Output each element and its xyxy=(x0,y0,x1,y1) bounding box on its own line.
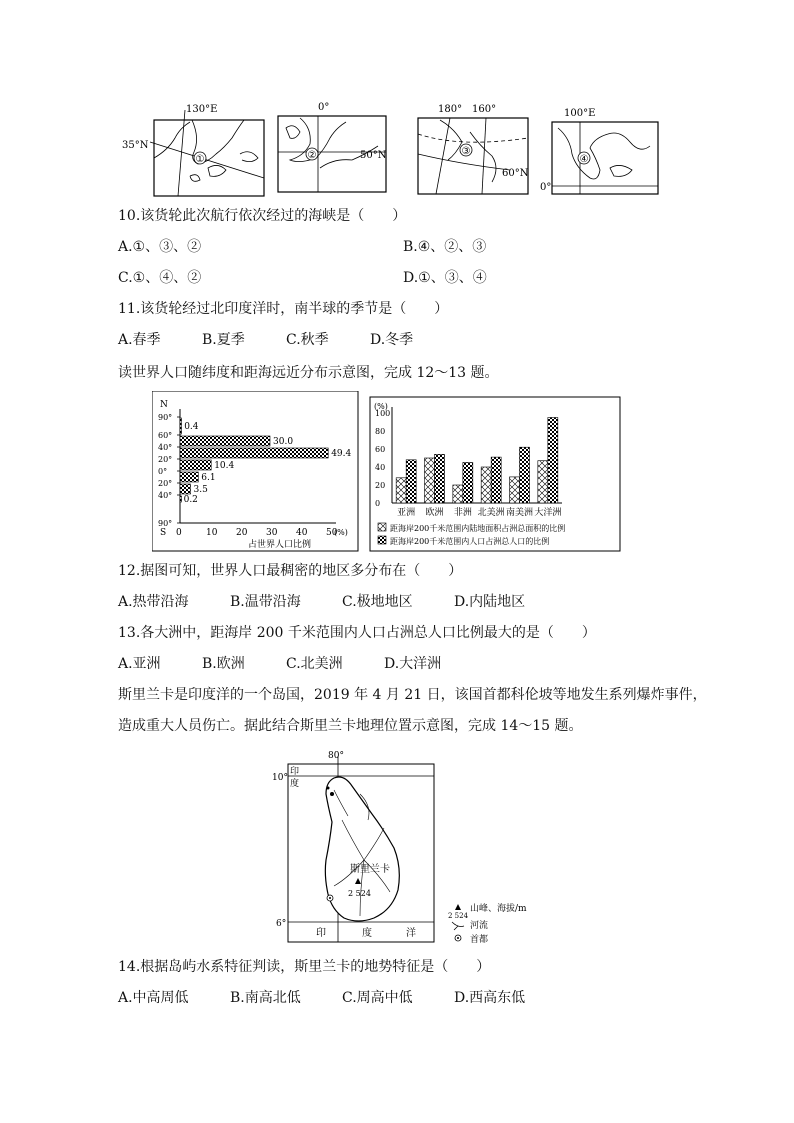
legend-swatch-population xyxy=(378,536,386,544)
left-y-tick: 20° xyxy=(158,479,173,488)
map-2-marker: ② xyxy=(307,150,317,161)
left-bar-label: 6.1 xyxy=(201,473,216,483)
right-bar-population xyxy=(406,460,416,503)
right-bar-area xyxy=(396,478,406,503)
map-4-lon: 100°E xyxy=(564,108,596,119)
q12-stem: 12.据图可知，世界人口最稠密的地区多分布在（ ） xyxy=(118,563,463,579)
left-x-label: 占世界人口比例 xyxy=(248,540,312,550)
left-x-tick: 20 xyxy=(236,528,248,538)
right-y-tick: 60 xyxy=(375,445,386,454)
distance-sea-chart xyxy=(374,402,565,546)
q10-option-a[interactable]: A.①、③、② xyxy=(118,239,202,255)
map-1-lon: 130°E xyxy=(186,104,218,115)
left-bar xyxy=(180,484,191,494)
right-bar-area xyxy=(481,467,491,503)
legend-swatch-area xyxy=(378,523,386,531)
sri-lanka-map xyxy=(268,750,528,946)
right-unit: (%) xyxy=(374,402,388,411)
q11-option-d[interactable]: D.冬季 xyxy=(370,332,414,348)
map-3-lon1: 180° xyxy=(438,104,463,115)
right-bar-area xyxy=(538,461,548,503)
right-bar-population xyxy=(463,463,473,504)
q11-option-b[interactable]: B.夏季 xyxy=(202,332,245,348)
map-4-marker: ④ xyxy=(579,154,589,165)
left-bar xyxy=(180,418,182,434)
right-bar-area xyxy=(510,477,520,503)
right-bar-population xyxy=(548,418,558,504)
map-3-lat: 60°N xyxy=(502,168,529,179)
left-y-tick: 0° xyxy=(158,467,168,476)
q12-option-b[interactable]: B.温带沿海 xyxy=(230,594,301,610)
legend-label-population: 距海岸200千米范围内人口占洲总人口的比例 xyxy=(390,537,550,546)
left-y-tick: 20° xyxy=(158,455,173,464)
left-bar xyxy=(180,448,328,458)
right-bar-population xyxy=(491,457,501,503)
ocean-label-1: 印 xyxy=(316,928,326,939)
left-y-tick: 90° xyxy=(158,519,173,528)
q14-stem: 14.根据岛屿水系特征判读，斯里兰卡的地势特征是（ ） xyxy=(118,959,491,975)
strait-maps xyxy=(120,98,680,198)
right-bar-area xyxy=(425,458,435,503)
india-label-1: 印 xyxy=(290,767,300,777)
q13-stem: 13.各大洲中，距海岸 200 千米范围内人口占洲总人口比例最大的是（ ） xyxy=(118,625,596,641)
right-y-tick: 40 xyxy=(375,463,386,472)
left-x-tick: 50 xyxy=(326,528,338,538)
peak-elevation: 2 524 xyxy=(348,889,371,898)
left-bar-label: 30.0 xyxy=(273,437,294,447)
left-x-tick: 30 xyxy=(266,528,278,538)
left-bar-label: 0.4 xyxy=(184,422,199,432)
legend-label-area: 距海岸200千米范围内陆地面积占洲总面积的比例 xyxy=(390,524,566,533)
ocean-label-2: 度 xyxy=(362,928,372,939)
left-x-tick: 40 xyxy=(296,528,308,538)
map-lat-6: 6° xyxy=(276,919,287,929)
legend-peak-icon xyxy=(455,904,461,910)
sri-lanka-island xyxy=(325,777,399,921)
map-2-lon: 0° xyxy=(318,102,330,113)
map-1 xyxy=(122,104,264,196)
q12-option-c[interactable]: C.极地地区 xyxy=(342,594,413,610)
right-bar-population xyxy=(520,447,530,503)
left-y-tick: 40° xyxy=(158,491,173,500)
map-3-marker: ③ xyxy=(461,146,471,157)
q10-stem: 10.该货轮此次航行依次经过的海峡是（ ） xyxy=(118,208,407,224)
legend-peak-label: 山峰、海拔/m xyxy=(470,904,527,914)
q14-option-d[interactable]: D.西高东低 xyxy=(454,990,526,1006)
left-bar-label: 49.4 xyxy=(331,449,352,459)
left-y-tick: 90° xyxy=(158,413,173,422)
q14-option-a[interactable]: A.中高周低 xyxy=(118,990,189,1006)
map-4-lat: 0° xyxy=(540,182,552,193)
intro-14-15-line1: 斯里兰卡是印度洋的一个岛国，2019 年 4 月 21 日，该国首都科伦坡等地发生系列爆炸事件， xyxy=(118,687,707,703)
map-1-lat: 35°N xyxy=(122,140,149,151)
right-x-tick: 欧洲 xyxy=(425,508,444,518)
q13-option-a[interactable]: A.亚洲 xyxy=(118,656,161,672)
right-bar-population xyxy=(435,454,445,503)
map-3 xyxy=(418,104,529,194)
latitude-population-chart xyxy=(158,400,352,550)
india-label-2: 度 xyxy=(290,779,300,789)
right-x-tick: 亚洲 xyxy=(397,508,416,518)
left-x-tick: 0 xyxy=(176,528,182,538)
q14-option-b[interactable]: B.南高北低 xyxy=(230,990,301,1006)
q13-option-c[interactable]: C.北美洲 xyxy=(286,656,343,672)
q12-option-d[interactable]: D.内陆地区 xyxy=(454,594,526,610)
legend-river-icon xyxy=(452,922,464,930)
map-2-lat: 50°N xyxy=(360,150,387,161)
left-y-tick-N: N xyxy=(160,400,168,410)
map-1-marker: ① xyxy=(195,154,205,165)
left-bar xyxy=(180,496,182,502)
q11-option-a[interactable]: A.春季 xyxy=(118,332,161,348)
population-charts xyxy=(152,391,622,553)
q11-stem: 11.该货轮经过北印度洋时，南半球的季节是（ ） xyxy=(118,301,449,317)
legend-capital-label: 首都 xyxy=(470,935,489,945)
left-bar-label: 10.4 xyxy=(214,461,235,471)
left-y-tick: 60° xyxy=(158,431,173,440)
legend-river-label: 河流 xyxy=(470,921,489,931)
q13-option-b[interactable]: B.欧洲 xyxy=(202,656,245,672)
map-lon-80: 80° xyxy=(328,751,344,761)
left-bar xyxy=(180,436,270,446)
q10-option-b[interactable]: B.④、②、③ xyxy=(403,239,487,255)
q11-option-c[interactable]: C.秋季 xyxy=(286,332,329,348)
right-y-tick: 0 xyxy=(375,499,381,508)
right-x-tick: 南美洲 xyxy=(505,508,534,518)
right-x-tick: 大洋洲 xyxy=(534,508,562,518)
left-x-tick: 10 xyxy=(206,528,218,538)
intro-12-13: 读世界人口随纬度和距海远近分布示意图，完成 12～13 题。 xyxy=(118,365,499,381)
left-bar-label: 0.2 xyxy=(183,495,198,505)
country-label: 斯里兰卡 xyxy=(350,864,390,875)
intro-14-15-line2: 造成重大人员伤亡。据此结合斯里兰卡地理位置示意图，完成 14～15 题。 xyxy=(118,718,583,734)
left-y-tick: 40° xyxy=(158,443,173,452)
q13-option-d[interactable]: D.大洋洲 xyxy=(384,656,442,672)
left-y-tick-S: S xyxy=(160,528,167,538)
right-y-tick: 80 xyxy=(375,427,386,436)
map-4 xyxy=(540,108,658,194)
left-bar xyxy=(180,460,211,470)
q14-option-c[interactable]: C.周高中低 xyxy=(342,990,413,1006)
map-3-lon2: 160° xyxy=(472,104,497,115)
right-x-tick: 非洲 xyxy=(453,508,472,518)
left-bar-label: 3.5 xyxy=(193,485,208,495)
left-x-unit: (%) xyxy=(334,528,348,537)
ocean-label-3: 洋 xyxy=(406,928,416,939)
left-bar xyxy=(180,472,198,482)
q10-option-d[interactable]: D.①、③、④ xyxy=(403,270,487,286)
map-lat-10: 10° xyxy=(272,773,288,783)
right-bar-area xyxy=(453,485,463,503)
right-y-tick: 20 xyxy=(375,481,386,490)
map-2 xyxy=(278,102,387,192)
q12-option-a[interactable]: A.热带沿海 xyxy=(118,594,189,610)
q10-option-c[interactable]: C.①、④、② xyxy=(118,270,202,286)
right-x-tick: 北美洲 xyxy=(477,508,505,518)
legend-peak-value: 2 524 xyxy=(448,912,469,920)
right-y-tick: 100 xyxy=(375,409,391,418)
